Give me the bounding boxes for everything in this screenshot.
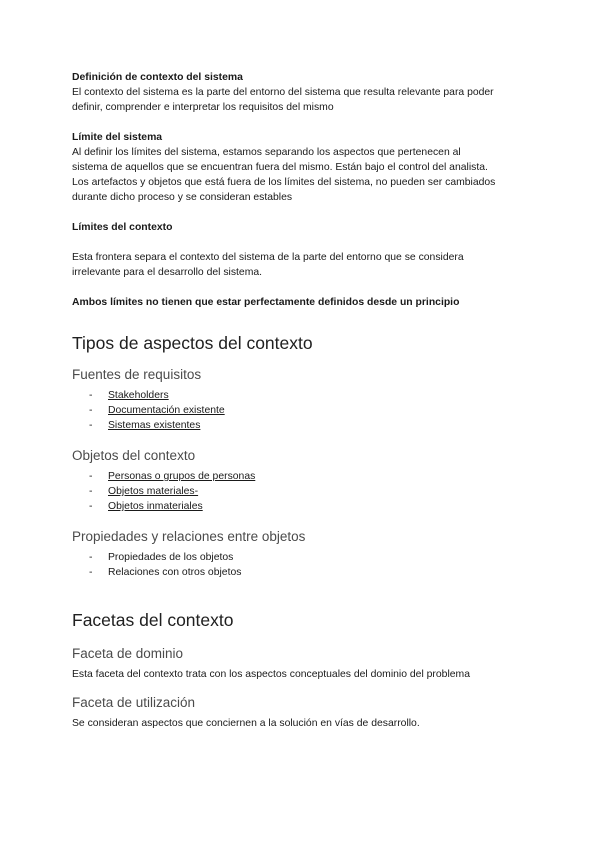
link-documentacion[interactable]: Documentación existente bbox=[108, 405, 225, 416]
limite-sistema-line: Los artefactos y objetos que está fuera de los límites del sistema, no pueden ser cambiados bbox=[72, 177, 496, 188]
list-item bbox=[72, 388, 532, 403]
list-item bbox=[72, 484, 532, 499]
definicion-title: Definición de contexto del sistema bbox=[72, 72, 243, 83]
propiedades-list bbox=[72, 550, 532, 580]
link-personas[interactable]: Personas o grupos de personas bbox=[108, 471, 256, 482]
bullet-dash: - bbox=[89, 501, 93, 512]
limite-sistema-title: Límite del sistema bbox=[72, 132, 163, 143]
link-sistemas[interactable]: Sistemas existentes bbox=[108, 420, 201, 431]
facetas-heading: Facetas del contexto bbox=[72, 610, 234, 630]
ambos-limites-statement: Ambos límites no tienen que estar perfectamente definidos desde un principio bbox=[72, 297, 460, 308]
faceta-dominio-heading: Faceta de dominio bbox=[72, 646, 184, 661]
definicion-line: El contexto del sistema es la parte del entorno del sistema que resulta relevante para poder bbox=[72, 87, 494, 98]
limites-contexto-line: irrelevante para el desarrollo del sistema. bbox=[72, 267, 263, 278]
limites-contexto-title: Límites del contexto bbox=[72, 222, 173, 233]
link-objetos-materiales[interactable]: Objetos materiales- bbox=[108, 486, 199, 497]
item-propiedades: Propiedades de los objetos bbox=[108, 552, 234, 563]
list-item bbox=[72, 418, 532, 433]
objetos-heading: Objetos del contexto bbox=[72, 448, 196, 463]
tipos-heading: Tipos de aspectos del contexto bbox=[72, 333, 313, 353]
list-item bbox=[72, 550, 532, 565]
bullet-dash: - bbox=[89, 405, 93, 416]
limite-sistema-line: sistema de aquellos que se encuentran fuera del mismo. Están bajo el control del analista. bbox=[72, 162, 488, 173]
limite-sistema-line: durante dicho proceso y se consideran estables bbox=[72, 192, 293, 203]
list-item bbox=[72, 403, 532, 418]
objetos-list bbox=[72, 469, 532, 514]
bullet-dash: - bbox=[89, 390, 93, 401]
list-item bbox=[72, 565, 532, 580]
item-relaciones: Relaciones con otros objetos bbox=[108, 567, 242, 578]
definicion-line: definir, comprender e interpretar los requisitos del mismo bbox=[72, 102, 334, 113]
fuentes-heading: Fuentes de requisitos bbox=[72, 367, 202, 382]
bullet-dash: - bbox=[89, 420, 93, 431]
propiedades-heading: Propiedades y relaciones entre objetos bbox=[72, 529, 306, 544]
bullet-dash: - bbox=[89, 552, 93, 563]
bullet-dash: - bbox=[89, 471, 93, 482]
faceta-dominio-text: Esta faceta del contexto trata con los aspectos conceptuales del dominio del problema bbox=[72, 669, 470, 680]
limites-contexto-line: Esta frontera separa el contexto del sistema de la parte del entorno que se considera bbox=[72, 252, 464, 263]
link-stakeholders[interactable]: Stakeholders bbox=[108, 390, 169, 401]
bullet-dash: - bbox=[89, 486, 93, 497]
list-item bbox=[72, 469, 532, 484]
faceta-utilizacion-text: Se consideran aspectos que conciernen a la solución en vías de desarrollo. bbox=[72, 718, 420, 729]
bullet-dash: - bbox=[89, 567, 93, 578]
faceta-utilizacion-heading: Faceta de utilización bbox=[72, 695, 196, 710]
document-page bbox=[72, 70, 532, 731]
link-objetos-inmateriales[interactable]: Objetos inmateriales bbox=[108, 501, 203, 512]
list-item bbox=[72, 499, 532, 514]
fuentes-list bbox=[72, 388, 532, 433]
limite-sistema-line: Al definir los límites del sistema, estamos separando los aspectos que pertenecen al bbox=[72, 147, 461, 158]
